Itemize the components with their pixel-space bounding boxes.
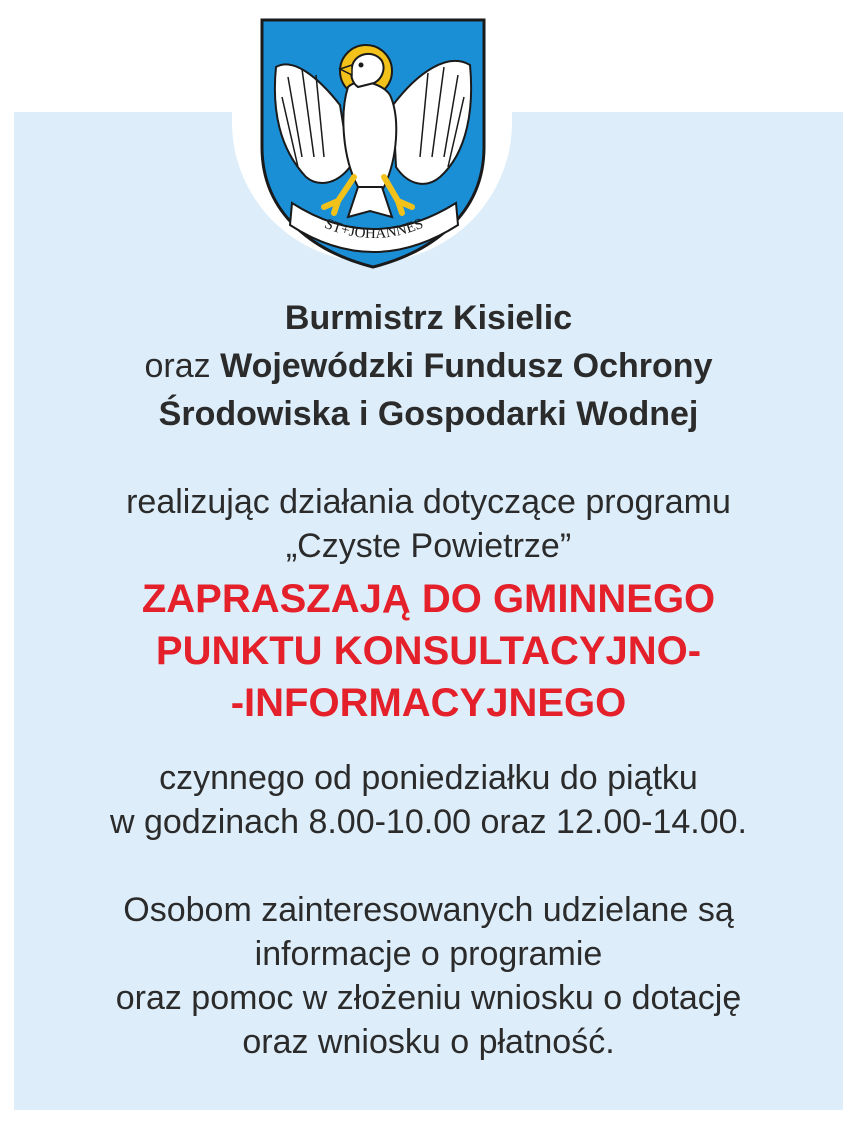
headline-line-3: -INFORMACYJNEGO	[230, 681, 627, 725]
headline-line-2: PUNKTU KONSULTACYJNO-	[155, 629, 702, 673]
heading-line-2: oraz Wojewódzki Fundusz Ochrony	[144, 347, 713, 385]
headline-line-1: ZAPRASZAJĄ DO GMINNEGO	[141, 577, 716, 621]
coat-of-arms	[258, 17, 488, 269]
hours-line-2: w godzinach 8.00-10.00 oraz 12.00-14.00.	[109, 803, 747, 841]
info-line-3: oraz pomoc w złożeniu wniosku o dotację	[115, 979, 742, 1017]
program-name: „Czyste Powietrze”	[285, 527, 572, 565]
ribbon-text: ST+JOHANNES	[322, 215, 426, 243]
heading-line-3: Środowiska i Gospodarki Wodnej	[158, 395, 699, 433]
heading-line-1: Burmistrz Kisielic	[284, 299, 573, 337]
info-line-1: Osobom zainteresowanych udzielane są	[123, 891, 734, 929]
info-line-2: informacje o programie	[254, 935, 603, 973]
hours-line-1: czynnego od poniedziałku do piątku	[159, 759, 698, 797]
info-line-4: oraz wniosku o płatność.	[242, 1023, 615, 1061]
intro-line-1: realizując działania dotyczące programu	[126, 483, 731, 521]
